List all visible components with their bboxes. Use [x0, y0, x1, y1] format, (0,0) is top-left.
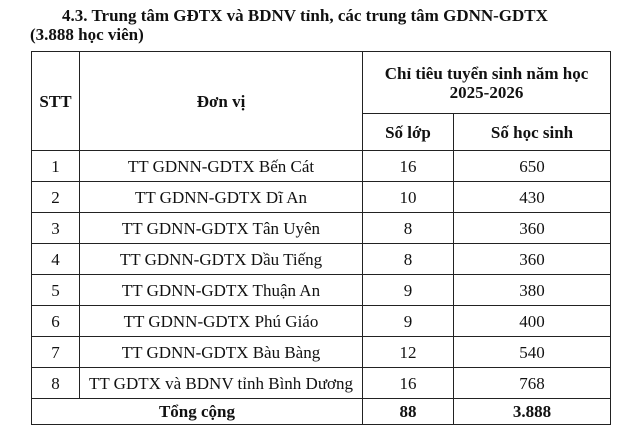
cell-unit: TT GDNN-GDTX Bàu Bàng: [80, 337, 363, 368]
cell-unit: TT GDNN-GDTX Thuận An: [80, 275, 363, 306]
cell-unit: TT GDNN-GDTX Dầu Tiếng: [80, 244, 363, 275]
cell-unit: TT GDNN-GDTX Dĩ An: [80, 182, 363, 213]
cell-students: 360: [454, 213, 611, 244]
header-stt: STT: [32, 52, 80, 151]
header-students: Số học sinh: [454, 114, 611, 151]
section-subtitle: (3.888 học viên): [30, 25, 144, 44]
cell-stt: 4: [32, 244, 80, 275]
cell-classes: 16: [363, 151, 454, 182]
table-row: [32, 306, 611, 337]
table-row: [32, 337, 611, 368]
cell-students: 380: [454, 275, 611, 306]
header-enrollment-target: [363, 52, 611, 114]
section-title: 4.3. Trung tâm GĐTX và BDNV tỉnh, các trung tâm GDNN-GDTX: [62, 6, 548, 25]
cell-classes: 16: [363, 368, 454, 399]
cell-stt: 3: [32, 213, 80, 244]
cell-stt: 7: [32, 337, 80, 368]
cell-classes: 8: [363, 244, 454, 275]
cell-students: 360: [454, 244, 611, 275]
cell-classes: 10: [363, 182, 454, 213]
cell-stt: 1: [32, 151, 80, 182]
cell-students: 400: [454, 306, 611, 337]
table-row: [32, 275, 611, 306]
cell-classes: 9: [363, 306, 454, 337]
enrollment-table: [31, 51, 611, 425]
cell-classes: 12: [363, 337, 454, 368]
cell-students: 540: [454, 337, 611, 368]
table-row: [32, 151, 611, 182]
cell-students: 650: [454, 151, 611, 182]
cell-unit: TT GDNN-GDTX Tân Uyên: [80, 213, 363, 244]
cell-stt: 2: [32, 182, 80, 213]
total-classes: 88: [363, 399, 454, 425]
cell-stt: 8: [32, 368, 80, 399]
total-students: 3.888: [454, 399, 611, 425]
cell-unit: TT GDNN-GDTX Bến Cát: [80, 151, 363, 182]
cell-unit: TT GDNN-GDTX Phú Giáo: [80, 306, 363, 337]
cell-stt: 5: [32, 275, 80, 306]
header-target-line1: Chỉ tiêu tuyển sinh năm học: [384, 63, 589, 83]
header-unit: Đơn vị: [80, 52, 363, 151]
cell-students: 430: [454, 182, 611, 213]
total-row: [32, 399, 611, 425]
header-classes: Số lớp: [363, 114, 454, 151]
cell-unit: TT GDTX và BDNV tỉnh Bình Dương: [80, 368, 363, 399]
table-row: [32, 368, 611, 399]
cell-classes: 9: [363, 275, 454, 306]
cell-students: 768: [454, 368, 611, 399]
cell-classes: 8: [363, 213, 454, 244]
table-row: [32, 213, 611, 244]
total-label: Tổng cộng: [32, 399, 363, 425]
table-row: [32, 182, 611, 213]
cell-stt: 6: [32, 306, 80, 337]
table-row: [32, 244, 611, 275]
header-target-line2: 2025-2026: [449, 82, 524, 102]
